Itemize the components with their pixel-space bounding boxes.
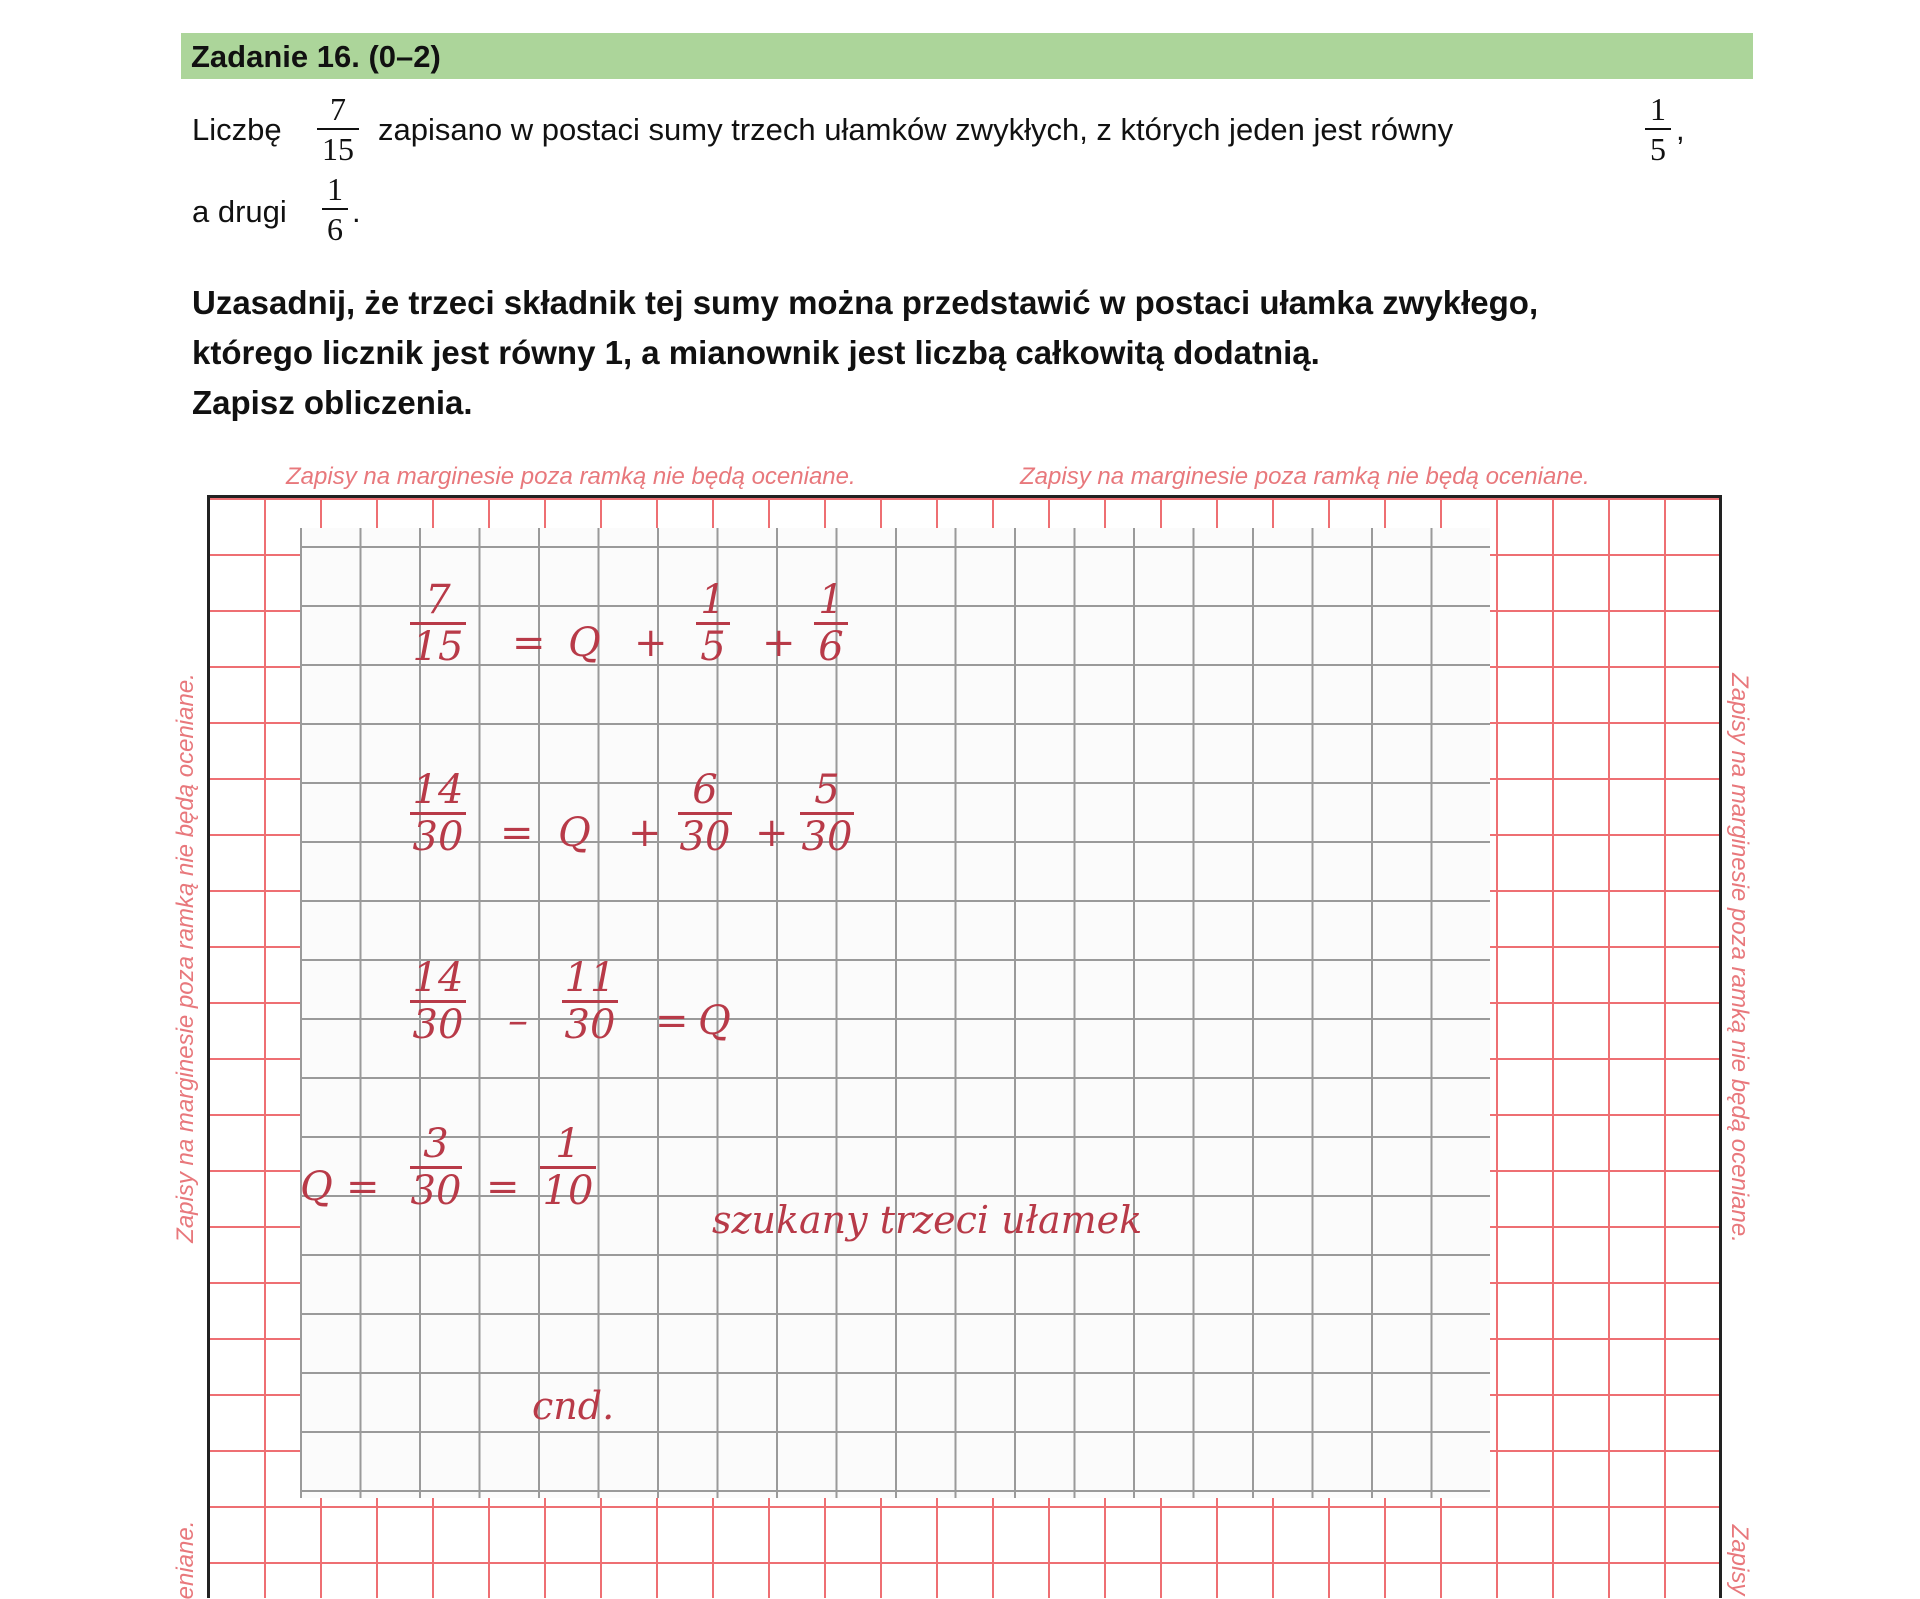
- hw-equals: =: [655, 998, 689, 1044]
- hw-frac-5-30: 5 30: [801, 767, 853, 860]
- hw-q: Q: [568, 620, 601, 666]
- hw-equals: =: [512, 620, 546, 666]
- text-a-drugi: a drugi: [192, 194, 287, 229]
- hw-frac-7-15: 7 15: [410, 578, 466, 669]
- comma: ,: [1676, 112, 1685, 147]
- hw-plus: +: [628, 810, 662, 856]
- hw-frac-1-6: 1 6: [814, 578, 848, 669]
- hw-equals: =: [500, 810, 534, 856]
- hw-equals: =: [486, 1164, 520, 1210]
- task-title: Zadanie 16. (0–2): [191, 39, 441, 74]
- hw-plus: +: [762, 620, 796, 666]
- margin-note-right-cut: Zapisy: [1726, 1524, 1753, 1596]
- hw-frac-14-30: 14 30: [410, 956, 466, 1047]
- task-text-line-2: [192, 170, 792, 250]
- fraction-1-6: 1 6: [320, 170, 350, 248]
- hw-frac-1-5: 1 5: [696, 578, 730, 669]
- fraction-7-15: 7 15: [315, 90, 361, 168]
- hw-equals: =: [346, 1164, 380, 1210]
- instruction-line-2: którego licznik jest równy 1, a mianownik jest liczbą całkowitą dodatnią.: [192, 334, 1320, 371]
- hw-frac-11-30: 11 30: [562, 956, 618, 1047]
- hw-q: Q: [698, 998, 731, 1044]
- hw-note-szukany: szukany trzeci ułamek: [712, 1198, 1143, 1242]
- hw-minus: –: [508, 998, 528, 1044]
- margin-note-top-left: Zapisy na marginesie poza ramką nie będą oceniane.: [286, 463, 856, 490]
- text-liczbe: Liczbę: [192, 112, 282, 147]
- hw-q: Q: [300, 1164, 333, 1210]
- instruction-line-1: Uzasadnij, że trzeci składnik tej sumy można przedstawić w postaci ułamka zwykłego,: [192, 284, 1539, 321]
- hw-frac-1-10: 1 10: [540, 1122, 596, 1213]
- margin-note-right: Zapisy na marginesie poza ramką nie będą oceniane.: [1726, 673, 1753, 1243]
- hw-q: Q: [558, 810, 591, 856]
- task-text-line-1: [192, 90, 1752, 170]
- hw-frac-3-30: 3 30: [410, 1121, 462, 1214]
- margin-note-left: Zapisy na marginesie poza ramką nie będą oceniane.: [172, 673, 199, 1243]
- scanned-answer: [300, 528, 1490, 1498]
- hw-frac-14-30: 14 30: [410, 768, 466, 859]
- margin-note-left-cut: eniane.: [172, 1520, 199, 1599]
- instruction-line-3: Zapisz obliczenia.: [192, 384, 473, 421]
- hw-frac-6-30: 6 30: [679, 767, 731, 860]
- hw-plus: +: [755, 810, 789, 856]
- task-header: [181, 33, 1753, 79]
- text-sum-description: zapisano w postaci sumy trzech ułamków zwykłych, z których jeden jest równy: [378, 112, 1454, 147]
- period: .: [352, 194, 361, 229]
- fraction-1-5: 1 5: [1643, 90, 1673, 168]
- margin-note-top-right: Zapisy na marginesie poza ramką nie będą oceniane.: [1020, 463, 1590, 490]
- hw-plus: +: [634, 620, 668, 666]
- hw-cnd: cnd.: [532, 1384, 615, 1428]
